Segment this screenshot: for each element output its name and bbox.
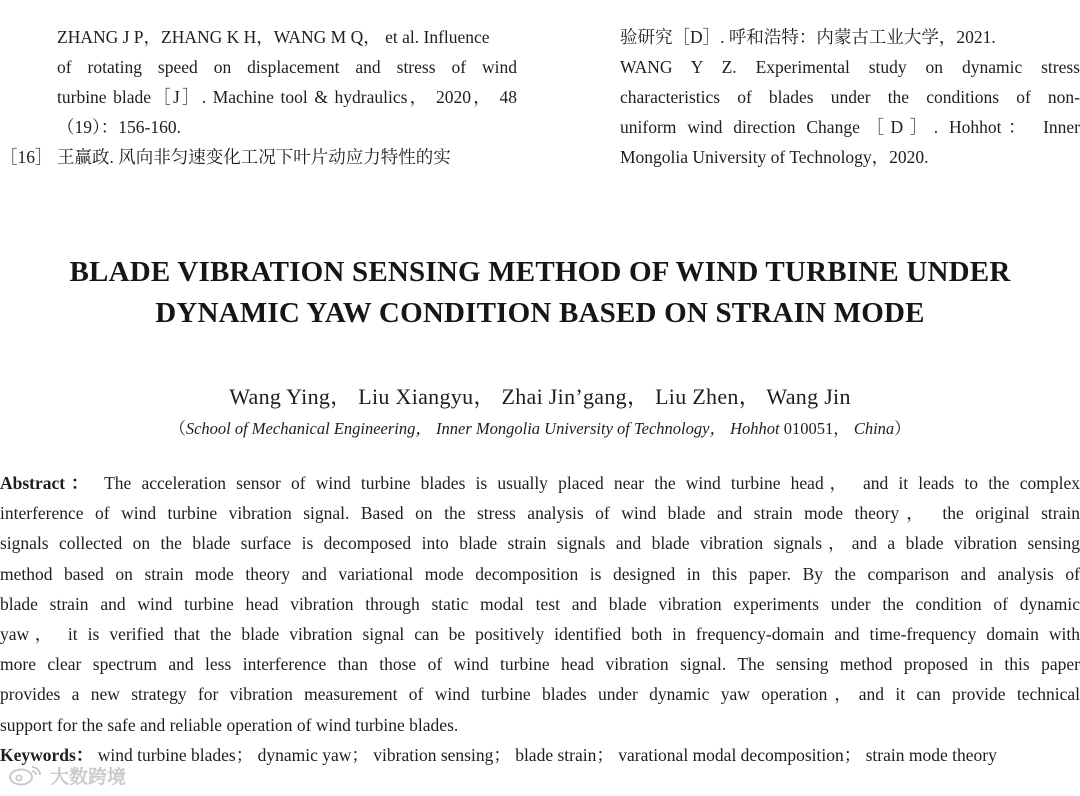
abstract-line: method based on strain mode theory and variational mode decomposition is designed in this paper. By the comparison and analysis of	[0, 563, 1080, 584]
abstract-line: signals collected on the blade surface is decomposed into blade strain signals and blade vibration signals，and a blade vibration sensing	[0, 533, 1080, 554]
paper-title-line-2: DYNAMIC YAW CONDITION BASED ON STRAIN MODE	[155, 297, 925, 329]
affiliation-open-paren: （	[169, 419, 186, 438]
reference-line: Mongolia University of Technology，2020.	[620, 147, 929, 167]
keywords-label: Keywords：	[0, 745, 94, 765]
affiliation-close-paren: ）	[894, 419, 911, 438]
reference-line: ZHANG J P，ZHANG K H，WANG M Q， et al. Influence	[57, 27, 490, 47]
abstract	[0, 468, 1080, 740]
abstract-line: support for the safe and reliable operation of wind turbine blades.	[0, 714, 459, 735]
abstract-line	[0, 468, 1080, 498]
affiliation	[0, 417, 1080, 441]
weibo-logo-icon	[8, 764, 44, 786]
paper-title-line-1: BLADE VIBRATION SENSING METHOD OF WIND TURBINE UNDER	[69, 256, 1011, 288]
reference-line: uniform wind direction Change［D］. Hohhot： Inner	[620, 117, 1080, 137]
keywords-text: wind turbine blades； dynamic yaw； vibration sensing； blade strain； varational modal decomposition； strain mode theory	[93, 745, 997, 765]
reference-text: 王赢政. 风向非匀速变化工况下叶片动应力特性的实	[57, 147, 451, 167]
abstract-label: Abstract：	[0, 473, 95, 493]
reference-entry-16	[0, 142, 520, 172]
abstract-line: more clear spectrum and less interference than those of wind turbine head vibration signal. The sensing method proposed in this paper	[0, 654, 1080, 675]
keywords	[0, 740, 1080, 770]
references-left-column	[0, 22, 520, 172]
abstract-line: provides a new strategy for vibration measurement of wind turbine blades under dynamic yaw operation，and it can provide technical	[0, 684, 1080, 705]
reference-number: ［16］	[0, 147, 53, 167]
reference-line: （19）：156-160.	[57, 117, 181, 137]
watermark	[8, 760, 126, 790]
abstract-line: yaw， it is verified that the blade vibration signal can be positively identified both in frequency-domain and time-frequency domain with	[0, 623, 1080, 644]
reference-line: of rotating speed on displacement and stress of wind	[57, 57, 517, 77]
abstract-line: interference of wind turbine vibration signal. Based on the stress analysis of wind blade and strain mode theory， the original strain	[0, 503, 1080, 524]
reference-line: turbine blade［J］. Machine tool & hydraulics， 2020， 48	[57, 87, 517, 107]
affiliation-institution: School of Mechanical Engineering， Inner Mongolia University of Technology， Hohhot	[185, 419, 780, 438]
reference-line: 验研究［D］. 呼和浩特：内蒙古工业大学，2021.	[620, 27, 996, 47]
abstract-text: The acceleration sensor of wind turbine blades is usually placed near the wind turbine head， and it leads to the complex	[94, 473, 1080, 493]
abstract-line: blade strain and wind turbine head vibration through static modal test and blade vibration experiments under the condition of dynamic	[0, 593, 1080, 614]
references-right-column	[620, 22, 1080, 172]
watermark-text: 大数跨境	[50, 765, 127, 788]
affiliation-postcode: 010051，	[779, 419, 850, 438]
references-section	[0, 22, 1080, 172]
author-list: Wang Ying， Liu Xiangyu， Zhai Jin’gang， Liu Zhen， Wang Jin	[229, 384, 851, 409]
reference-line: characteristics of blades under the conditions of non-	[620, 87, 1080, 107]
reference-line: WANG Y Z. Experimental study on dynamic stress	[620, 57, 1080, 77]
paper-title	[0, 252, 1080, 334]
affiliation-country: China	[849, 419, 895, 438]
